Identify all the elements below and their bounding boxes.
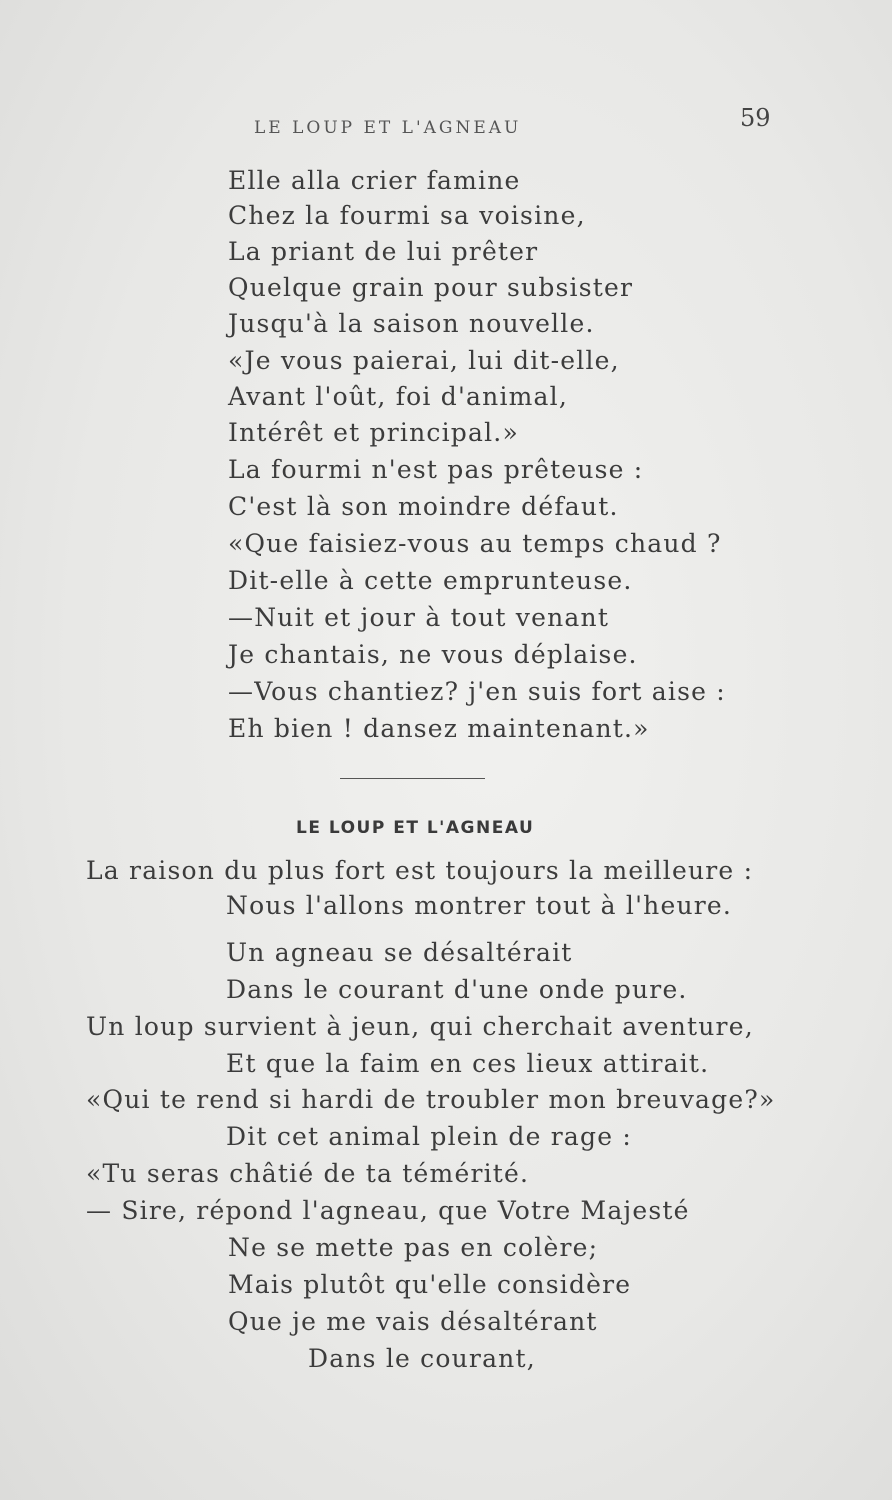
verse-line: Dit cet animal plein de rage : xyxy=(226,1122,632,1151)
verse-line: La fourmi n'est pas prêteuse : xyxy=(228,455,644,484)
verse-line: «Que faisiez-vous au temps chaud ? xyxy=(228,529,722,558)
verse-line: —Nuit et jour à tout venant xyxy=(228,603,610,632)
fable-title: LE LOUP ET L'AGNEAU xyxy=(296,818,535,838)
verse-line: Eh bien ! dansez maintenant.» xyxy=(228,714,650,743)
verse-line: Ne se mette pas en colère; xyxy=(228,1233,599,1262)
verse-line: «Qui te rend si hardi de troubler mon breuvage?» xyxy=(86,1085,776,1114)
verse-line: Intérêt et principal.» xyxy=(228,418,519,447)
verse-line: Nous l'allons montrer tout à l'heure. xyxy=(226,891,733,920)
verse-line: Mais plutôt qu'elle considère xyxy=(228,1270,632,1299)
verse-line: «Je vous paierai, lui dit-elle, xyxy=(228,346,620,375)
verse-line: C'est là son moindre défaut. xyxy=(228,492,619,521)
verse-line: Dans le courant d'une onde pure. xyxy=(226,975,688,1004)
verse-line: La raison du plus fort est toujours la meilleure : xyxy=(86,856,754,885)
verse-line: Elle alla crier famine xyxy=(228,166,521,195)
verse-line: — Sire, répond l'agneau, que Votre Majesté xyxy=(86,1196,690,1225)
running-head: LE LOUP ET L'AGNEAU xyxy=(254,118,522,138)
verse-line: Dit-elle à cette emprunteuse. xyxy=(228,566,633,595)
verse-line: —Vous chantiez? j'en suis fort aise : xyxy=(228,677,726,706)
verse-line: Un loup survient à jeun, qui cherchait aventure, xyxy=(86,1012,754,1041)
verse-line: Je chantais, ne vous déplaise. xyxy=(228,640,638,669)
verse-line: Jusqu'à la saison nouvelle. xyxy=(228,309,595,338)
verse-line: Un agneau se désaltérait xyxy=(226,938,573,967)
verse-line: Chez la fourmi sa voisine, xyxy=(228,201,586,230)
verse-line: La priant de lui prêter xyxy=(228,237,539,266)
verse-line: Et que la faim en ces lieux attirait. xyxy=(226,1049,710,1078)
verse-line: Avant l'oût, foi d'animal, xyxy=(228,382,569,411)
verse-line: Que je me vais désaltérant xyxy=(228,1307,598,1336)
verse-line: Quelque grain pour subsister xyxy=(228,273,634,302)
section-divider xyxy=(340,778,485,779)
verse-line: Dans le courant, xyxy=(308,1344,536,1373)
verse-line: «Tu seras châtié de ta témérité. xyxy=(86,1159,530,1188)
page-number: 59 xyxy=(740,104,771,132)
